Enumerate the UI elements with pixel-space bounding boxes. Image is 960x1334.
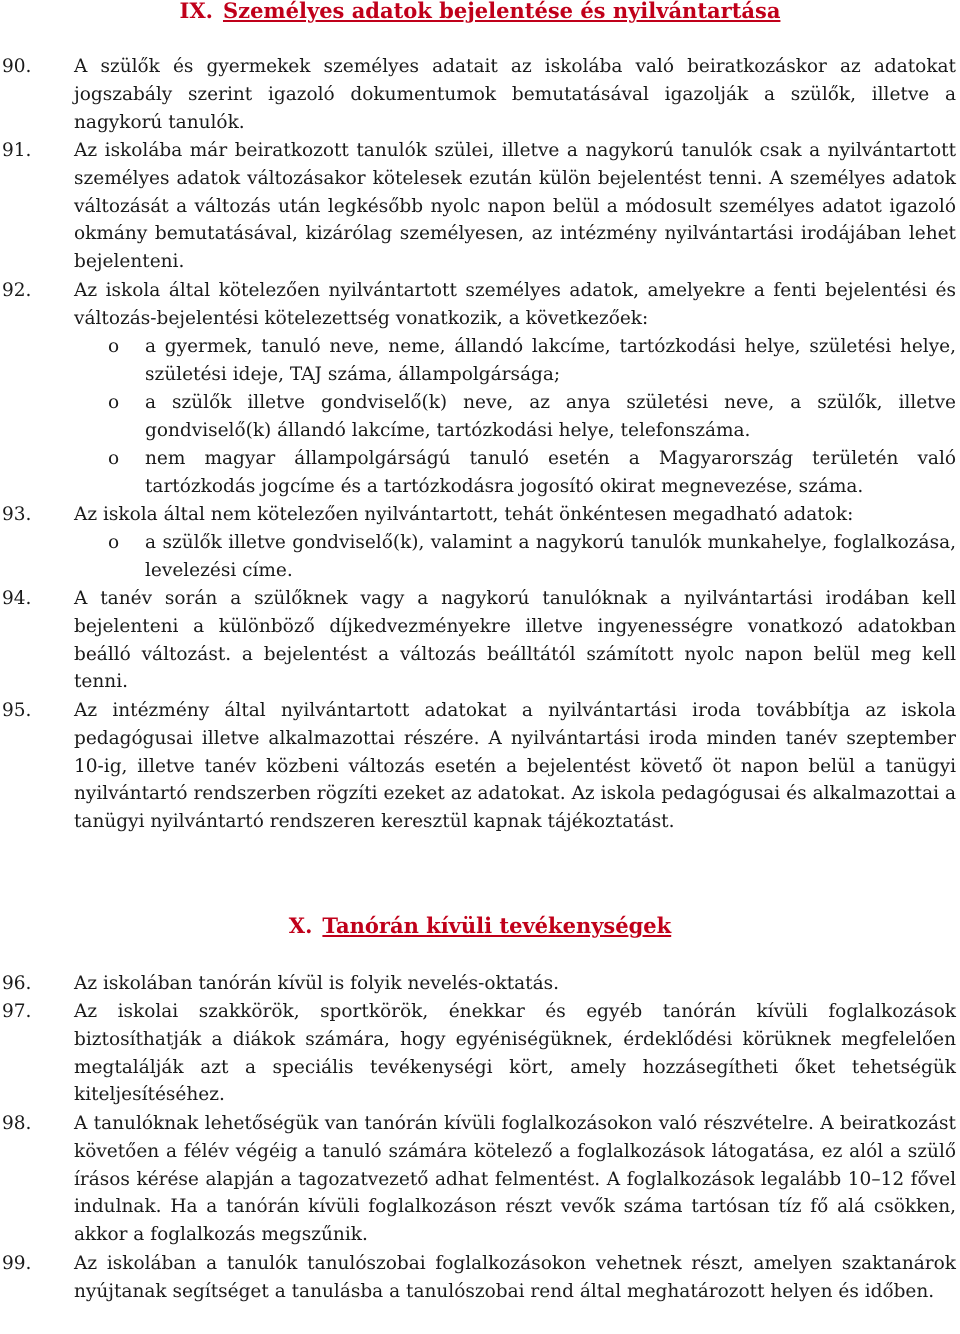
paragraph-text: Az iskola által kötelezően nyilvántartott személyes adatok, amelyekre a fenti bejelentési és változás-bejelentési kötelezettség vonatkozik, a következőek:: [74, 280, 956, 329]
bullet-marker: o: [108, 392, 120, 413]
section-title: Tanórán kívüli tevékenységek: [322, 913, 672, 938]
paragraph-text: Az intézmény által nyilvántartott adatokat a nyilvántartási iroda továbbítja az iskola pedagógusai illetve alkalmazottai részére. A nyilvántartási iroda minden tanév szeptember 10-ig, illetve tanév közbeni változás esetén a bejelentést követő öt napon belül a tanügyi nyilvántartó rendszerben rögzíti ezeket az adatokat. Az iskola pedagógusai és alkalmazottai a tanügyi nyilvántartó rendszeren keresztül kapnak tájékoztatást.: [74, 700, 956, 833]
paragraph-text: Az iskolában tanórán kívül is folyik nevelés-oktatás.: [74, 973, 560, 994]
paragraph-text: A tanulóknak lehetőségük van tanórán kívüli foglalkozásokon való részvételre. A beiratkozást követően a félév végéig a tanuló számára kötelező a foglalkozások látogatása, ez alól a szülő írásos kérése alapján a tagozatvezető adhat felmentést. A foglalkozások legalább 10–12 fővel indulnak. Ha a tanórán kívüli foglalkozáson részt vevők száma tartósan tíz fő alá csökken, akkor a foglalkozás megszűnik.: [74, 1113, 956, 1246]
bullet-text: nem magyar állampolgárságú tanuló esetén a Magyarország területén való tartózkodás jogcíme és a tartózkodásra jogosító okirat megnevezése, száma.: [145, 448, 956, 497]
bullet-marker: o: [108, 336, 120, 357]
paragraph-number: 98.: [2, 1113, 32, 1134]
paragraph-text: Az iskola által nem kötelezően nyilvántartott, tehát önkéntesen megadható adatok:: [74, 504, 854, 525]
paragraph-number: 91.: [2, 140, 32, 161]
section-heading-ix: [0, 0, 960, 24]
bullet-text: a szülők illetve gondviselő(k), valamint a nagykorú tanulók munkahelye, foglalkozása, levelezési címe.: [145, 532, 956, 581]
paragraph-number: 90.: [2, 56, 32, 77]
paragraph-number: 93.: [2, 504, 32, 525]
paragraph-number: 92.: [2, 280, 32, 301]
paragraph-number: 96.: [2, 973, 32, 994]
paragraph-text: Az iskolába már beiratkozott tanulók szülei, illetve a nagykorú tanulók csak a nyilvántartott személyes adatok változásakor kötelesek ezután külön bejelentést tenni. A személyes adatok változását a változás után legkésőbb nyolc napon belül a módosult személyes adatot igazoló okmány bemutatásával, kizárólag személyesen, az intézmény nyilvántartási irodájában lehet bejelenteni.: [74, 140, 956, 273]
paragraph-number: 94.: [2, 588, 32, 609]
paragraph-number: 99.: [2, 1253, 32, 1274]
bullet-marker: o: [108, 448, 120, 469]
paragraph-number: 95.: [2, 700, 32, 721]
bullet-text: a szülők illetve gondviselő(k) neve, az anya születési neve, a szülők, illetve gondviselő(k) állandó lakcíme, tartózkodási helye, telefonszáma.: [145, 392, 956, 441]
section-heading-x: [0, 913, 960, 939]
bullet-marker: o: [108, 532, 120, 553]
paragraph-text: Az iskolai szakkörök, sportkörök, énekkar és egyéb tanórán kívüli foglalkozások biztosíthatják a diákok számára, hogy egyéniségüknek, érdeklődési körüknek megfelelően megtalálják azt a speciális tevékenységi kört, amely hozzásegítheti őket tehetségük kiteljesítéséhez.: [74, 1001, 956, 1106]
paragraph-number: 97.: [2, 1001, 32, 1022]
section-title: Személyes adatok bejelentése és nyilvántartása: [222, 0, 781, 23]
bullet-text: a gyermek, tanuló neve, neme, állandó lakcíme, tartózkodási helye, születési helye, születési ideje, TAJ száma, állampolgársága;: [145, 336, 956, 385]
paragraph-text: A szülők és gyermekek személyes adatait az iskolába való beiratkozáskor az adatokat jogszabály szerint igazoló dokumentumok bemutatásával igazolják a szülők, illetve a nagykorú tanulók.: [74, 56, 956, 133]
section-number: IX.: [179, 0, 213, 23]
paragraph-text: Az iskolában a tanulók tanulószobai foglalkozásokon vehetnek részt, amelyen szaktanárok nyújtanak segítséget a tanulásba a tanulószobai rend által meghatározott helyen és időben.: [74, 1253, 956, 1302]
paragraph-text: A tanév során a szülőknek vagy a nagykorú tanulóknak a nyilvántartási irodában kell bejelenteni a különböző díjkedvezményekre illetve ingyenességre vonatkozó adatokban beálló változást. a bejelentést a változás beálltától számított nyolc napon belül meg kell tenni.: [74, 588, 956, 693]
section-number: X.: [288, 913, 313, 938]
